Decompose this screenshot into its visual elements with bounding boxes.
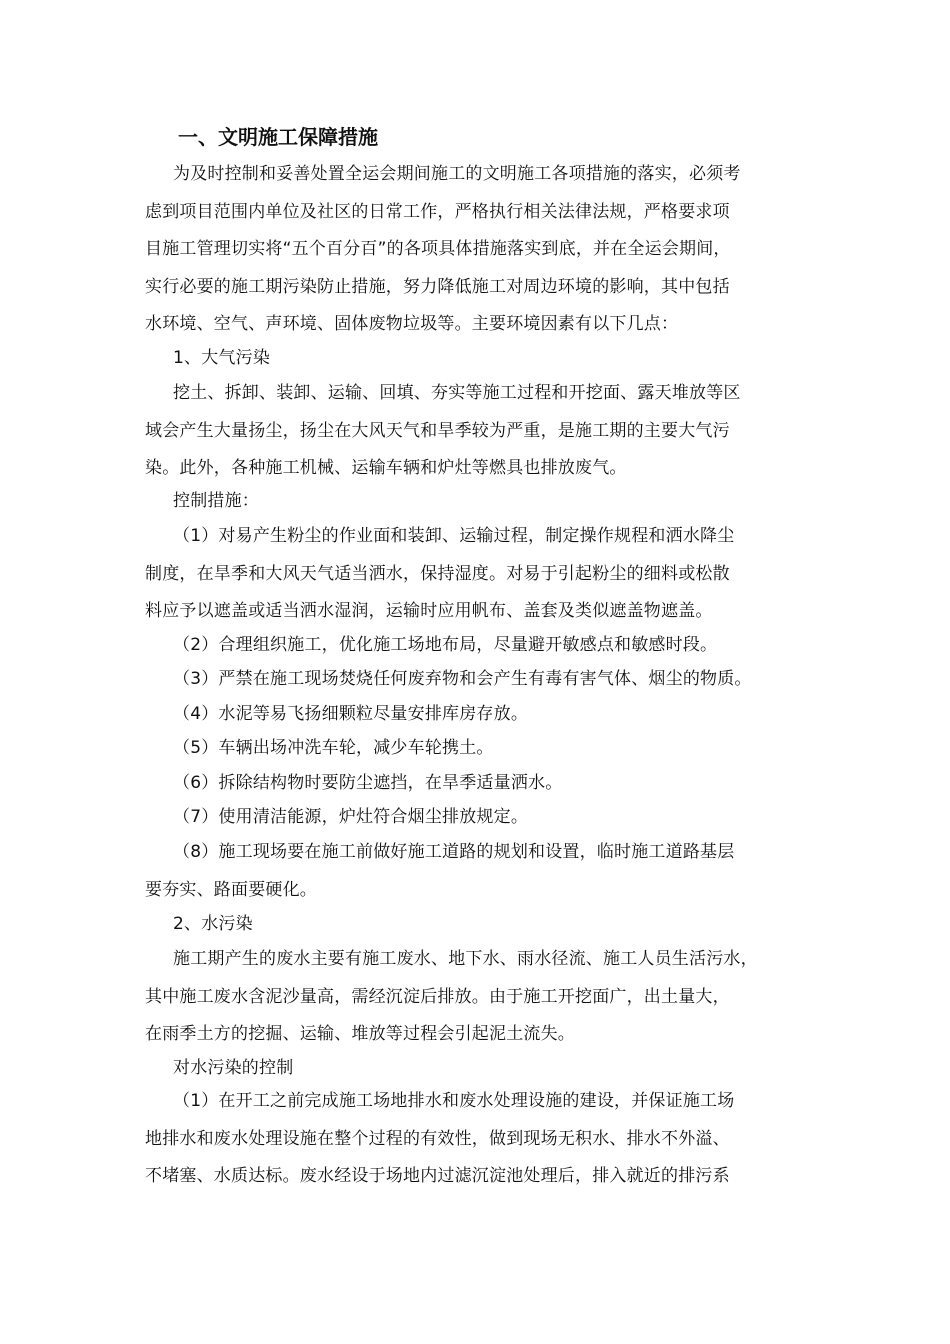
paragraph-air-sources	[145, 375, 810, 488]
text-line: 其中施工废水含泥沙量高，需经沉淀后排放。由于施工开挖面广，出土量大，	[145, 986, 730, 1007]
text-line: 2、水污染	[173, 914, 253, 934]
text-line: 虑到项目范围内单位及社区的日常工作，严格执行相关法律法规，严格要求项	[145, 201, 730, 222]
measure-4	[145, 696, 810, 734]
subheading-water-control	[145, 1050, 810, 1088]
measure-6	[145, 765, 810, 803]
text-line: 料应予以遮盖或适当洒水湿润，运输时应用帆布、盖套及类似遮盖物遮盖。	[145, 601, 713, 622]
text-line: 制度，在旱季和大风天气适当洒水，保持湿度。对易于引起粉尘的细料或松散	[145, 563, 730, 584]
paragraph-intro	[145, 156, 810, 344]
text-line: （5）车辆出场冲洗车轮，减少车轮携土。	[173, 738, 494, 758]
text-line: 域会产生大量扬尘，扬尘在大风天气和旱季较为严重，是施工期的主要大气污	[145, 420, 730, 441]
subheading-control-measures	[145, 483, 810, 521]
text-line: 挖土、拆卸、装卸、运输、回填、夯实等施工过程和开挖面、露天堆放等区	[173, 383, 741, 403]
water-measure-1	[145, 1083, 810, 1196]
section-heading: 一、文明施工保障措施	[178, 125, 378, 149]
text-line: 施工期产生的废水主要有施工废水、地下水、雨水径流、施工人员生活污水，	[173, 949, 758, 969]
text-line: 要夯实、路面要硬化。	[145, 879, 317, 900]
subheading-air-pollution	[145, 340, 810, 378]
text-line: 水环境、空气、声环境、固体废物垃圾等。主要环境因素有以下几点：	[145, 314, 679, 335]
measure-2	[145, 627, 810, 665]
text-line: （4）水泥等易飞扬细颗粒尽量安排库房存放。	[173, 704, 529, 724]
text-line: 不堵塞、水质达标。废水经设于场地内过滤沉淀池处理后，排入就近的排污系	[145, 1166, 730, 1187]
text-line: （7）使用清洁能源，炉灶符合烟尘排放规定。	[173, 807, 529, 827]
text-line: 为及时控制和妥善处置全运会期间施工的文明施工各项措施的落实，必须考	[173, 164, 741, 184]
text-line: 实行必要的施工期污染防止措施，努力降低施工对周边环境的影响，其中包括	[145, 276, 730, 297]
text-line: 1、大气污染	[173, 348, 271, 368]
text-line: （2）合理组织施工，优化施工场地布局，尽量避开敏感点和敏感时段。	[173, 635, 718, 655]
subheading-water-pollution	[145, 906, 810, 944]
text-line: 地排水和废水处理设施在整个过程的有效性，做到现场无积水、排水不外溢、	[145, 1128, 730, 1149]
text-line: （6）拆除结构物时要防尘遮挡，在旱季适量洒水。	[173, 773, 563, 793]
text-line: 染。此外，各种施工机械、运输车辆和炉灶等燃具也排放废气。	[145, 458, 627, 479]
text-line: 在雨季土方的挖掘、运输、堆放等过程会引起泥土流失。	[145, 1024, 575, 1045]
text-line: 对水污染的控制	[173, 1058, 294, 1078]
text-line: （1）在开工之前完成施工场地排水和废水处理设施的建设，并保证施工场	[173, 1091, 735, 1111]
measure-5	[145, 730, 810, 768]
measure-1	[145, 518, 810, 631]
text-line: （3）严禁在施工现场焚烧任何废弃物和会产生有毒有害气体、烟尘的物质。	[173, 669, 752, 689]
text-line: （8）施工现场要在施工前做好施工道路的规划和设置，临时施工道路基层	[173, 842, 735, 862]
measure-8	[145, 834, 810, 909]
measure-3	[145, 661, 810, 699]
text-line: 目施工管理切实将“五个百分百”的各项具体措施落实到底，并在全运会期间，	[145, 239, 731, 260]
text-line: （1）对易产生粉尘的作业面和装卸、运输过程，制定操作规程和洒水降尘	[173, 526, 735, 546]
text-line: 控制措施：	[173, 491, 259, 511]
measure-7	[145, 799, 810, 837]
paragraph-water-sources	[145, 941, 810, 1054]
